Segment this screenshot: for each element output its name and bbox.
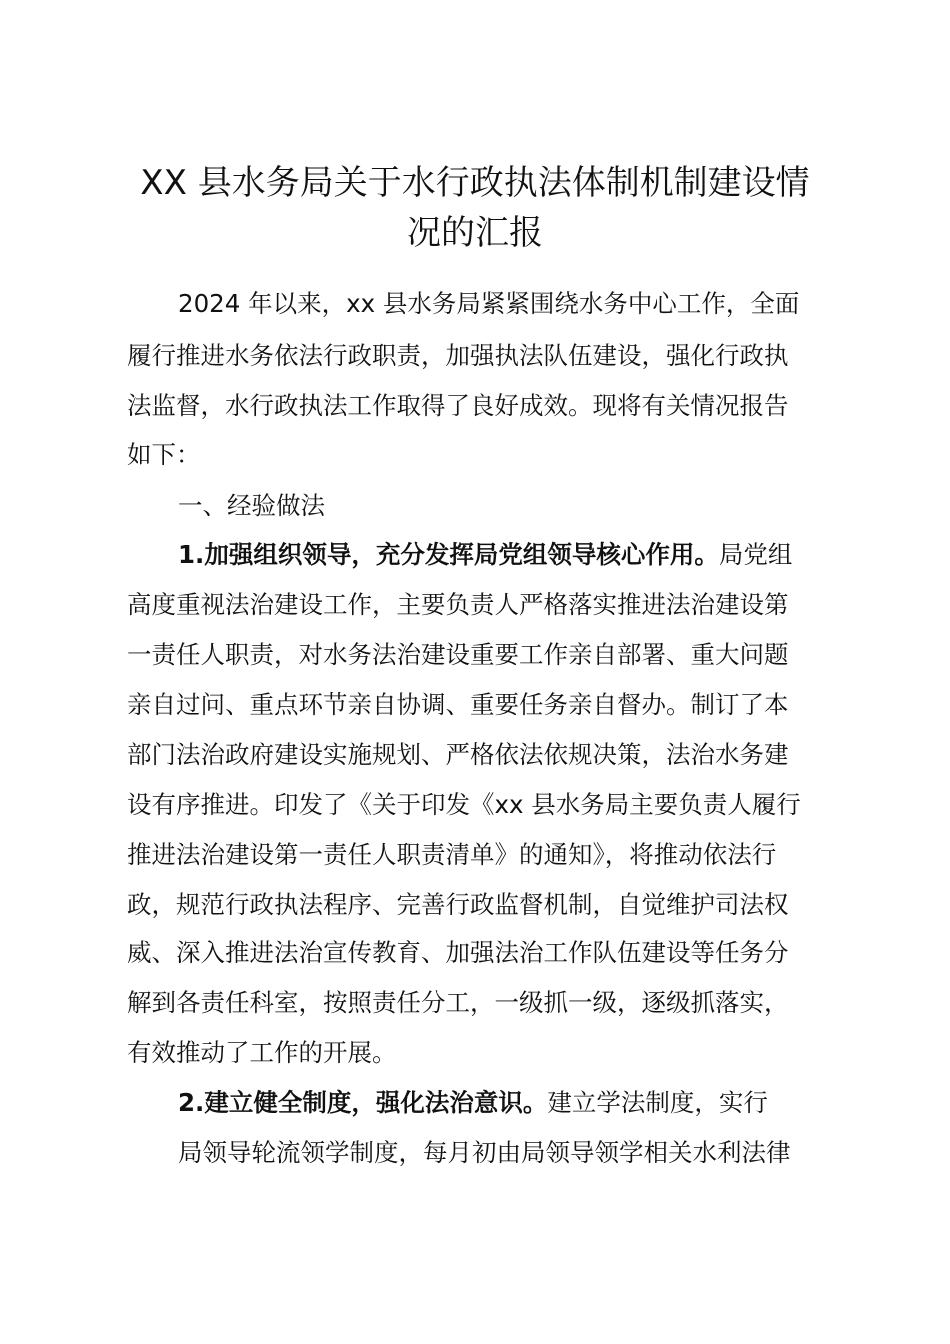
intro-line-1: 2024 年以来，xx 县水务局紧紧围绕水务中心工作，全面 bbox=[178, 289, 800, 318]
item1-line: 部门法治政府建设实施规划、严格依法依规决策，法治水务建 bbox=[127, 740, 789, 769]
intro-line-3: 法监督，水行政执法工作取得了良好成效。现将有关情况报告 bbox=[127, 391, 789, 420]
item2-lead: 2.建立健全制度，强化法治意识。 bbox=[178, 1088, 548, 1117]
item1-line: 解到各责任科室，按照责任分工，一级抓一级，逐级抓落实， bbox=[127, 988, 789, 1017]
item1-line: 高度重视法治建设工作，主要负责人严格落实推进法治建设第 bbox=[127, 590, 789, 619]
item2-first-line bbox=[178, 1088, 838, 1118]
item1-line: 政，规范行政执法程序、完善行政监督机制，自觉维护司法权 bbox=[127, 890, 789, 919]
item1-first-line bbox=[178, 540, 838, 570]
intro-line-2: 履行推进水务依法行政职责，加强执法队伍建设，强化行政执 bbox=[127, 341, 789, 370]
item1-line: 威、深入推进法治宣传教育、加强法治工作队伍建设等任务分 bbox=[127, 938, 789, 967]
title-line-1: XX 县水务局关于水行政执法体制机制建设情 bbox=[140, 163, 810, 203]
document-title bbox=[100, 158, 850, 258]
item1-first-line-rest: 局党组 bbox=[718, 540, 793, 569]
item1-line: 推进法治建设第一责任人职责清单》的通知》，将推动依法行 bbox=[127, 840, 777, 869]
item1-line: 亲自过问、重点环节亲自协调、重要任务亲自督办。制订了本 bbox=[127, 690, 789, 719]
title-line-2: 况的汇报 bbox=[407, 213, 543, 253]
item2-line: 局领导轮流领学制度，每月初由局领导领学相关水利法律 bbox=[178, 1138, 791, 1167]
item1-lead: 1.加强组织领导，充分发挥局党组领导核心作用。 bbox=[178, 540, 719, 569]
item1-line: 有效推动了工作的开展。 bbox=[127, 1038, 397, 1067]
item1-line: 一责任人职责，对水务法治建设重要工作亲自部署、重大问题 bbox=[127, 640, 789, 669]
item1-line: 设有序推进。印发了《关于印发《xx 县水务局主要负责人履行 bbox=[127, 790, 801, 819]
item2-first-line-rest: 建立学法制度，实行 bbox=[547, 1088, 768, 1117]
section-heading: 一、经验做法 bbox=[178, 491, 325, 520]
intro-line-4: 如下： bbox=[127, 440, 201, 469]
